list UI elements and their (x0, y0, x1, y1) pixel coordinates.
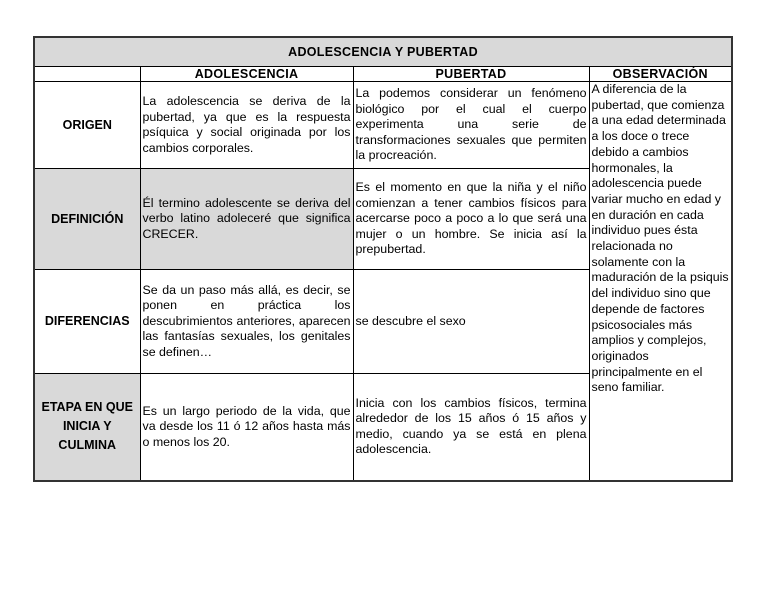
row-label-origen: ORIGEN (34, 82, 140, 169)
header-pubertad: PUBERTAD (353, 67, 589, 82)
cell-origen-adolescencia: La adolescencia se deriva de la pubertad, ya que es la respuesta psíquica y social originada por los cambios corporales. (140, 82, 353, 169)
cell-origen-pubertad: La podemos considerar un fenómeno biológico por el cual el cuerpo experimenta una serie de transformaciones sexuales que permiten la procreación. (353, 82, 589, 169)
row-label-definicion: DEFINICIÓN (34, 169, 140, 270)
row-label-etapa: ETAPA EN QUE INICIA Y CULMINA (34, 374, 140, 481)
cell-observacion: A diferencia de la pubertad, que comienza a una edad determinada a los doce o trece debido a cambios hormonales, la adolescencia puede variar mucho en edad y en duración en cada individuo pues ésta relacionada no solamente con la maduración de la psiquis del individuo sino que depende de factores psicosociales más amplios y complejos, originados principalmente en el seno familiar. (589, 82, 732, 481)
cell-diferencias-pubertad: se descubre el sexo (353, 270, 589, 374)
table-title: ADOLESCENCIA Y PUBERTAD (34, 37, 732, 67)
header-observacion: OBSERVACIÓN (589, 67, 732, 82)
table-row (34, 82, 732, 169)
header-blank (34, 67, 140, 82)
cell-definicion-adolescencia: Él termino adolescente se deriva del verbo latino adoleceré que significa CRECER. (140, 169, 353, 270)
cell-diferencias-adolescencia: Se da un paso más allá, es decir, se ponen en práctica los descubrimientos anteriores, aparecen las fantasías sexuales, los genitales se definen… (140, 270, 353, 374)
cell-etapa-adolescencia: Es un largo periodo de la vida, que va desde los 11 ó 12 años hasta más o menos los 20. (140, 374, 353, 481)
cell-etapa-pubertad: Inicia con los cambios físicos, termina alrededor de los 15 años ó 15 años y medio, cuando ya se está en plena adolescencia. (353, 374, 589, 481)
comparison-table (33, 36, 733, 482)
header-adolescencia: ADOLESCENCIA (140, 67, 353, 82)
row-label-diferencias: DIFERENCIAS (34, 270, 140, 374)
cell-definicion-pubertad: Es el momento en que la niña y el niño comienzan a tener cambios físicos para acercarse poco a poco a lo que será una mujer o un hombre. Se inicia así la prepubertad. (353, 169, 589, 270)
